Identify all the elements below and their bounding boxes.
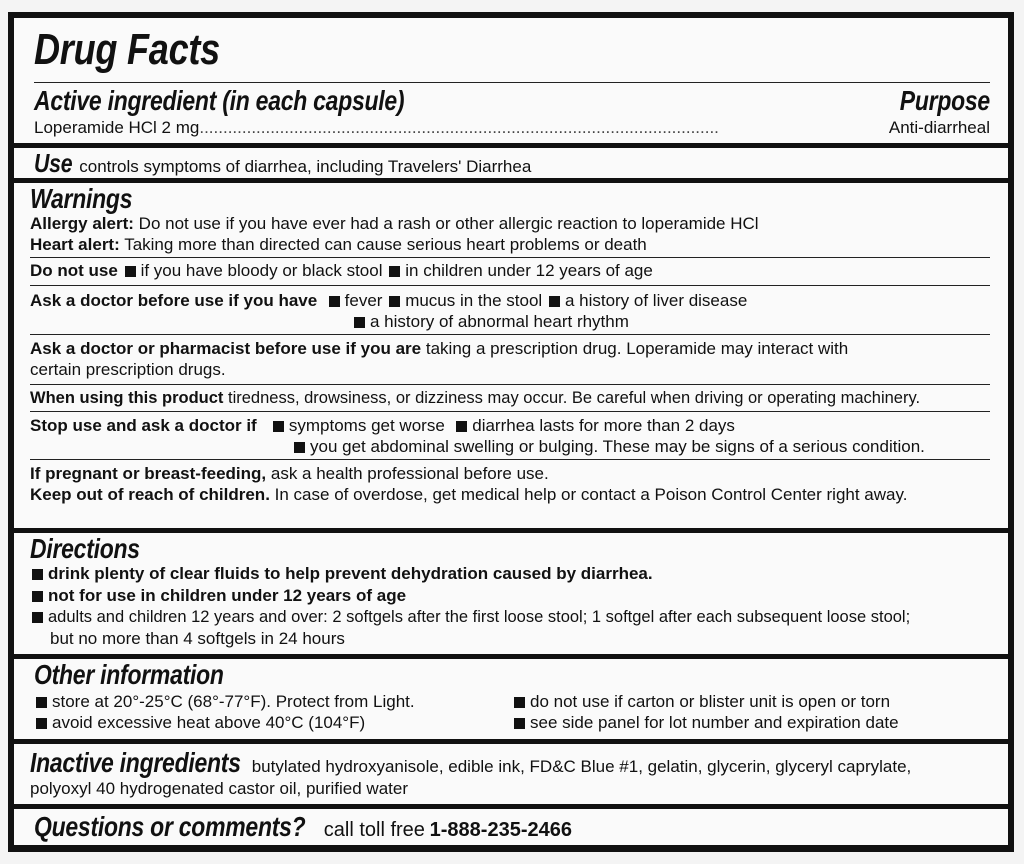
list-item: do not use if carton or blister unit is open or torn bbox=[530, 692, 891, 711]
when-using-text: tiredness, drowsiness, or dizziness may occur. Be careful when driving or operating machinery. bbox=[228, 389, 921, 407]
ask-pharmacist-text: taking a prescription drug. Loperamide may interact with bbox=[425, 339, 849, 358]
questions-text: call toll free bbox=[323, 819, 425, 841]
list-item: adults and children 12 years and over: 2 softgels after the first loose stool; 1 softgel after each subsequent loose stool; bbox=[48, 608, 911, 626]
list-item: if you have bloody or black stool bbox=[140, 261, 383, 280]
pregnant-label: If pregnant or breast-feeding, bbox=[30, 464, 267, 483]
inactive-text: butylated hydroxyanisole, edible ink, FD&C Blue #1, gelatin, glycerin, glyceryl caprylate, bbox=[251, 757, 912, 776]
use-section bbox=[14, 148, 1008, 178]
list-item: a history of abnormal heart rhythm bbox=[370, 312, 629, 331]
other-information-section bbox=[14, 659, 1008, 739]
list-item: in children under 12 years of age bbox=[405, 261, 653, 280]
ask-pharmacist-text-cont: certain prescription drugs. bbox=[30, 360, 226, 379]
ask-doctor-label: Ask a doctor before use if you have bbox=[30, 291, 318, 310]
active-heading: Active ingredient (in each capsule) bbox=[34, 85, 405, 116]
pregnant-text: ask a health professional before use. bbox=[270, 464, 549, 483]
purpose-heading: Purpose bbox=[899, 85, 990, 116]
page-title: Drug Facts bbox=[34, 25, 220, 74]
list-item: see side panel for lot number and expiration date bbox=[530, 713, 899, 732]
do-not-use-label: Do not use bbox=[30, 261, 118, 280]
allergy-label: Allergy alert: bbox=[30, 214, 134, 233]
ask-pharmacist-label: Ask a doctor or pharmacist before use if you are bbox=[30, 339, 422, 358]
list-item: store at 20°-25°C (68°-77°F). Protect from Light. bbox=[52, 692, 415, 711]
list-item: you get abdominal swelling or bulging. These may be signs of a serious condition. bbox=[310, 437, 925, 456]
list-item: avoid excessive heat above 40°C (104°F) bbox=[52, 713, 366, 732]
other-heading: Other information bbox=[34, 659, 224, 690]
drug-facts-panel bbox=[8, 12, 1014, 852]
use-text: controls symptoms of diarrhea, including Travelers' Diarrhea bbox=[79, 157, 532, 176]
purpose: Anti-diarrheal bbox=[888, 118, 990, 137]
list-item: drink plenty of clear fluids to help prevent dehydration caused by diarrhea. bbox=[48, 564, 653, 583]
children-text: In case of overdose, get medical help or contact a Poison Control Center right away. bbox=[274, 485, 908, 504]
allergy-text: Do not use if you have ever had a rash or other allergic reaction to loperamide HCl bbox=[138, 214, 759, 233]
directions-section bbox=[14, 533, 1008, 654]
heart-text: Taking more than directed can cause serious heart problems or death bbox=[124, 235, 647, 254]
ingredient: Loperamide HCl 2 mg bbox=[34, 118, 200, 137]
leader-dots: .............................................................................................................. bbox=[199, 118, 719, 137]
list-item-cont: but no more than 4 softgels in 24 hours bbox=[50, 629, 345, 648]
questions-heading: Questions or comments? bbox=[34, 811, 306, 842]
when-using-label: When using this product bbox=[30, 389, 224, 407]
use-heading: Use bbox=[34, 148, 73, 178]
inactive-text-cont: polyoxyl 40 hydrogenated castor oil, purified water bbox=[30, 779, 408, 798]
list-item: diarrhea lasts for more than 2 days bbox=[472, 416, 735, 435]
heart-label: Heart alert: bbox=[30, 235, 120, 254]
warnings-heading: Warnings bbox=[30, 183, 133, 214]
list-item: a history of liver disease bbox=[564, 291, 748, 310]
list-item: not for use in children under 12 years of age bbox=[48, 586, 407, 605]
warnings-section bbox=[14, 183, 1008, 528]
active-ingredient-section bbox=[14, 18, 1008, 143]
list-item: fever bbox=[344, 291, 383, 310]
children-label: Keep out of reach of children. bbox=[30, 485, 270, 504]
phone-number: 1-888-235-2466 bbox=[429, 819, 572, 841]
directions-heading: Directions bbox=[30, 533, 140, 564]
inactive-ingredients-section bbox=[14, 744, 1008, 804]
list-item: symptoms get worse bbox=[288, 416, 445, 435]
stop-use-label: Stop use and ask a doctor if bbox=[30, 416, 257, 435]
inactive-heading: Inactive ingredients bbox=[30, 747, 241, 778]
list-item: mucus in the stool bbox=[405, 291, 543, 310]
questions-section bbox=[14, 809, 1008, 845]
